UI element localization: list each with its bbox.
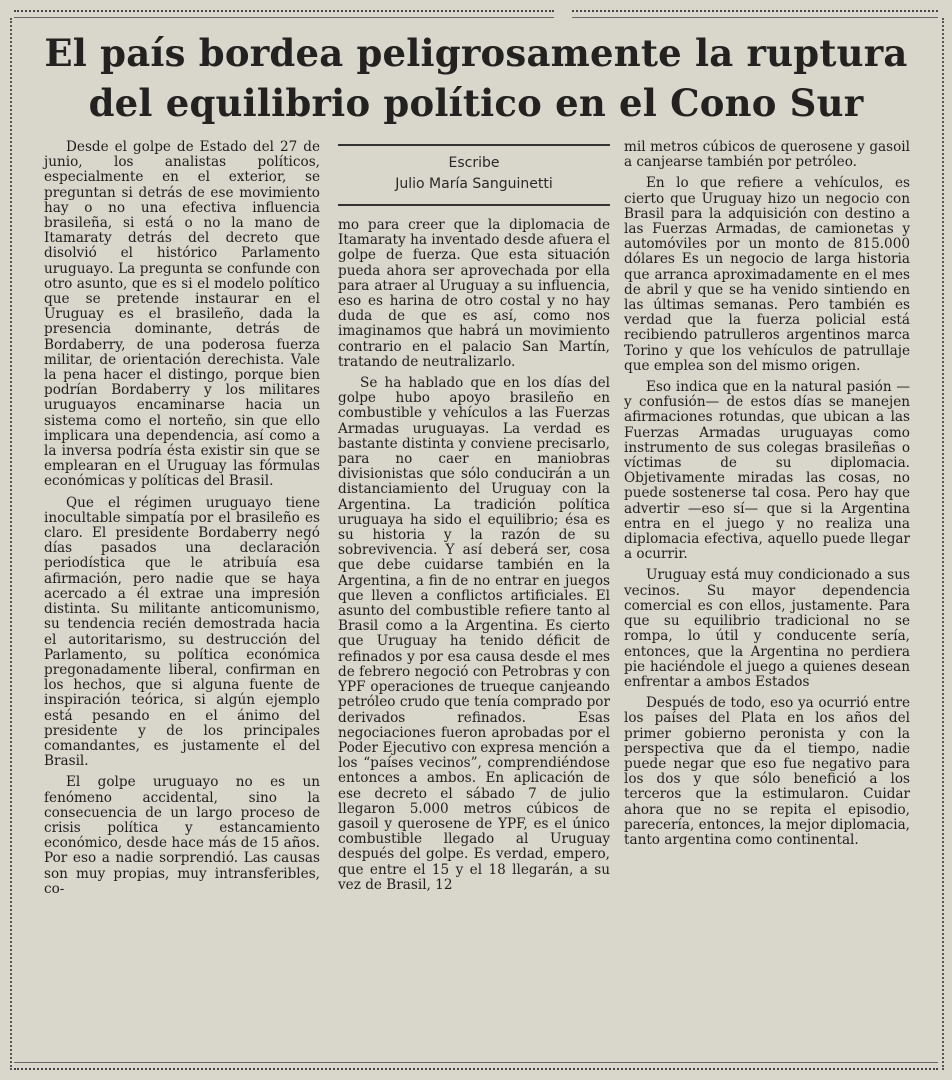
article-column-1 [44, 140, 320, 897]
headline-line-2: del equilibrio político en el Cono Sur [88, 81, 864, 125]
byline-author: Julio María Sanguinetti [395, 176, 553, 192]
paragraph: Se ha hablado que en los días del golpe hubo apoyo brasileño en combustible y vehículos a las Fuerzas Armadas uruguayas. La verdad es bastante distinta y conviene precisarlo, para no caer en maniobras divisionistas que sólo conducirán a un distanciamiento del Uruguay con la Argentina. La tradición política uruguaya ha sido el equilibrio; ésa es su historia y la razón de su sobrevivencia. Y así deberá ser, cosa que debe cuidarse también en la Argentina, a fin de no entrar en juegos que lleven a conflictos artificiales. El asunto del combustible refiere tanto al Brasil como a la Argentina. Es cierto que Uruguay ha tenido déficit de refinados y por esa causa desde el mes de febrero negoció con Petrobras y con YPF operaciones de trueque canjeando petróleo crudo que tenía comprado por derivados refinados. Esas negociaciones fueron aprobadas por el Poder Ejecutivo con expresa mención a los “países vecinos”, comprendiéndose entonces a ambos. En aplicación de ese decreto el sábado 7 de julio llegaron 5.000 metros cúbicos de gasoil y querosene de YPF, es el único combustible llegado al Uruguay después del golpe. Es verdad, empero, que entre el 15 y el 18 llegarán, a su vez de Brasil, 12 [338, 375, 610, 893]
paragraph: Uruguay está muy condicionado a sus vecinos. Su mayor dependencia comercial es con ellos, justamente. Para que su equilibrio tradicional no se rompa, lo útil y conducente sería, entonces, que la Argentina no perdiera pie haciéndole el juego a quienes desean enfrentar a ambos Estados [624, 567, 910, 690]
byline [338, 144, 610, 206]
byline-label: Escribe [448, 155, 500, 171]
headline [40, 28, 912, 128]
paragraph: mo para creer que la diplomacia de Itamaraty ha inventado desde afuera el golpe de fuerza. Que esta situación pueda ahora ser aprovechada por ella para atraer al Uruguay a su influencia, eso es harina de otro costal y no hay duda de que es así, como nos imaginamos que habrá un movimiento contrario en el palacio San Martín, tratando de neutralizarlo. [338, 217, 610, 370]
byline-rule-bottom [338, 204, 610, 206]
paragraph: El golpe uruguayo no es un fenómeno accidental, sino la consecuencia de un largo proceso de crisis política y estancamiento económico, desde hace más de 15 años. Por eso a nadie sorprendió. Las causas son muy propias, muy intransferibles, co- [44, 774, 320, 897]
top-border-right [572, 10, 938, 18]
bottom-border [14, 1062, 938, 1070]
left-border [10, 18, 16, 1070]
right-border [938, 18, 944, 1070]
paragraph: Que el régimen uruguayo tiene inocultable simpatía por el brasileño es claro. El presidente Bordaberry negó días pasados una declaración periodística que le atribuía esa afirmación, pero nadie que se haya acercado a él extrae una impresión distinta. Su militante anticomunismo, su tendencia recién demostrada hacia el autoritarismo, su destrucción del Parlamento, su política económica pregonadamente liberal, confirman en los hechos, que si alguna fuente de inspiración teórica, si algún ejemplo está pesando en el ánimo del presidente y de los principales comandantes, es justamente el del Brasil. [44, 494, 320, 770]
paragraph: En lo que refiere a vehículos, es cierto que Uruguay hizo un negocio con Brasil para la adquisición con destino a las Fuerzas Armadas, de camionetas y automóviles por un monto de 815.000 dólares Es un negocio de larga historia que arranca aproximadamente en el mes de abril y que se ha venido sintiendo en las últimas semanas. Pero también es verdad que la fuerza policial está recibiendo patrulleros argentinos marca Torino y que los vehículos de patrullaje que emplea son del mismo origen. [624, 175, 910, 374]
article-column-3 [624, 140, 910, 848]
paragraph: Desde el golpe de Estado del 27 de junio, los analistas políticos, especialmente en el exterior, se preguntan si detrás de ese movimiento hay o no una efectiva influencia brasileña, si está o no la mano de Itamaraty detrás del decreto que disolvió el histórico Parlamento uruguayo. La pregunta se confunde con otro asunto, que es si el modelo político que se pretende instaurar en el Uruguay es el brasileño, dada la presencia dominante, detrás de Bordaberry, de una poderosa fuerza militar, de orientación derechista. Vale la pena hacer el distingo, porque bien podrían Bordaberry y los militares uruguayos encaminarse hacia un sistema como el norteño, sin que ello implicara una dependencia, así como a la inversa podría ésta existir sin que se emplearan en el Uruguay las fórmulas económicas y políticas del Brasil. [44, 139, 320, 490]
paragraph: mil metros cúbicos de querosene y gasoil a canjearse también por petróleo. [624, 139, 910, 171]
article-column-2 [338, 218, 610, 893]
paragraph: Eso indica que en la natural pasión —y confusión— de estos días se manejen afirmaciones rotundas, que ubican a las Fuerzas Armadas uruguayas como instrumento de sus colegas brasileñas o víctimas de su diplomacia. Objetivamente miradas las cosas, no puede sostenerse tal cosa. Pero hay que advertir —eso sí— que si la Argentina entra en el juego y no realiza una diplomacia efectiva, aquello puede llegar a ocurrir. [624, 379, 910, 563]
byline-rule-top [338, 144, 610, 146]
top-border-left [14, 10, 554, 18]
headline-line-1: El país bordea peligrosamente la ruptura [44, 31, 908, 75]
paragraph: Después de todo, eso ya ocurrió entre los países del Plata en los años del primer gobierno peronista y con la perspectiva que da el tiempo, nadie puede negar que eso fue negativo para los dos y que sólo benefició a los terceros que la estimularon. Cuidar ahora que no se repita el episodio, parecería, entonces, la mejor diplomacia, tanto argentina como continental. [624, 695, 910, 848]
